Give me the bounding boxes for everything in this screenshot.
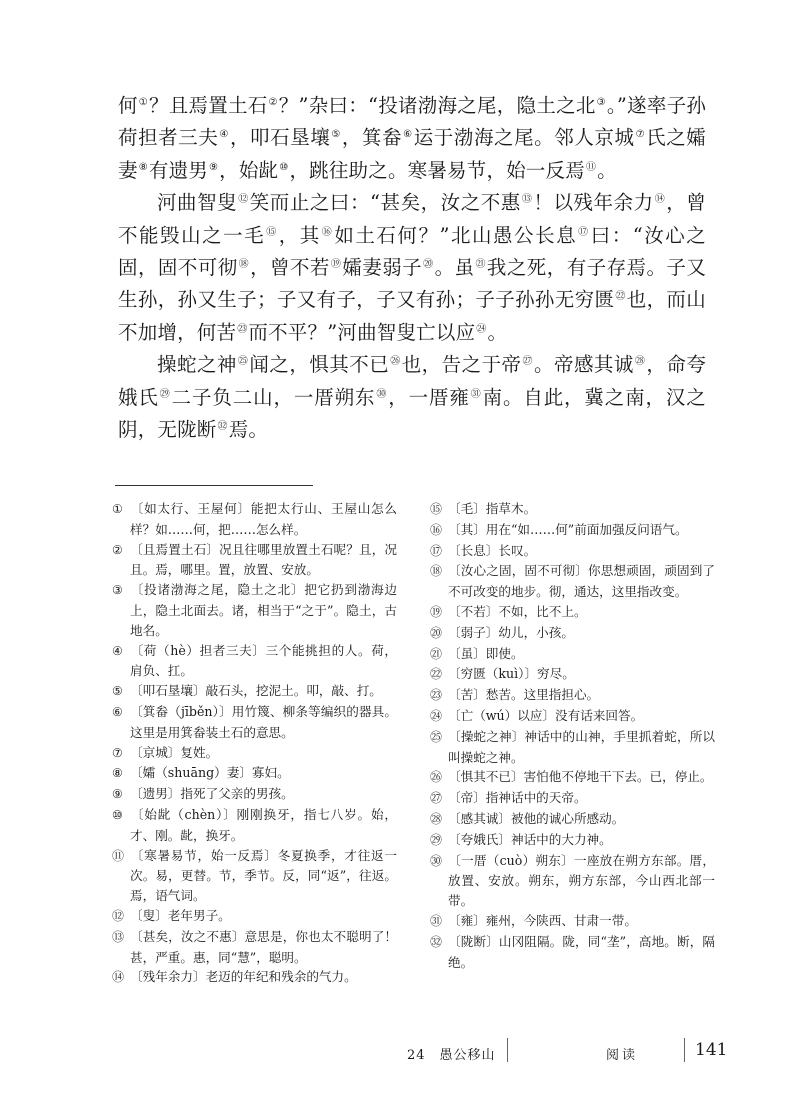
footnote-item (430, 623, 715, 644)
text-segment: 曰：“汝心之固，固不可彻 (118, 223, 706, 280)
footnote-item (430, 664, 715, 685)
text-segment: 。帝感其诚 (534, 353, 634, 377)
footnote-separator (115, 485, 313, 486)
footnote-item (430, 602, 715, 623)
footer-divider (684, 1038, 685, 1062)
footnote-ref: ④ (219, 129, 229, 141)
footnote-text: 〔长息〕长叹。 (448, 542, 537, 558)
footnote-number: ㉚ (430, 853, 443, 868)
footnote-item (430, 911, 715, 932)
footnote-ref: ⑱ (238, 259, 250, 271)
footnote-ref: ⑥ (403, 129, 413, 141)
text-segment: 也，而山不加增，何苦 (118, 288, 706, 344)
footnote-ref: ㉜ (217, 421, 228, 433)
footnote-item (112, 846, 397, 906)
footnote-item (112, 784, 397, 805)
footnote-item (112, 641, 397, 682)
footnote-number: ⑭ (112, 970, 125, 985)
main-text (118, 90, 706, 446)
footnote-text: 〔毛〕指草木。 (448, 501, 537, 516)
text-segment: 河曲智叟 (157, 191, 238, 215)
footnote-number: ⑯ (430, 522, 443, 537)
footnote-text: 〔陇断〕山冈阻隔。陇，同“垄”，高地。断，隔绝。 (448, 933, 715, 970)
text-segment: 也，告之于帝 (401, 353, 522, 377)
footnote-ref: ⑳ (423, 259, 434, 271)
paragraph-1 (118, 90, 706, 187)
footnote-item (112, 967, 397, 988)
footnote-text: 〔叟〕老年男子。 (130, 907, 231, 923)
footnote-item (430, 685, 715, 706)
text-segment: 焉。 (228, 418, 269, 442)
footnote-item (112, 743, 397, 764)
footnote-number: ⑧ (112, 766, 123, 781)
footnote-ref: ⑰ (578, 226, 590, 238)
footnote-text: 〔甚矣，汝之不惠〕意思是，你也太不聪明了！甚，严重。惠，同“慧”，聪明。 (130, 928, 397, 965)
footnote-item (430, 644, 715, 665)
footnote-item (112, 580, 397, 640)
footnote-item (430, 767, 715, 788)
footnote-number: ⑱ (430, 564, 443, 579)
footnote-text: 〔雍〕雍州，今陕西、甘肃一带。 (448, 912, 637, 928)
footnote-ref: ⑦ (635, 129, 646, 141)
paragraph-2 (118, 187, 706, 349)
text-segment: 笑而止之曰：“甚矣，汝之不惠 (249, 191, 521, 215)
footnote-number: ㉜ (430, 934, 443, 949)
footnote-ref: ⑧ (138, 161, 148, 173)
footnote-item (112, 763, 397, 784)
footnote-number: ㉑ (430, 646, 443, 661)
footnote-number: ⑲ (430, 604, 443, 619)
text-segment: 。”遂率子孙荷担者三夫 (118, 94, 707, 150)
text-segment: 。虽 (434, 256, 475, 280)
footnote-item (112, 927, 397, 968)
section-title: 阅读 (606, 1048, 639, 1063)
footnote-number: ⑮ (430, 502, 443, 516)
text-segment: 氏之孀妻 (118, 126, 706, 182)
footnote-text: 〔箕畚（jīběn）〕用竹篾、柳条等编织的器具。这里是用箕畚装土石的意思。 (130, 703, 397, 740)
footnote-text: 〔穷匮（kuì）〕穷尽。 (448, 666, 575, 682)
footnote-ref: ⑫ (238, 194, 249, 206)
footnote-ref: ⑭ (654, 194, 666, 206)
footnote-ref: ㉕ (237, 356, 249, 368)
chapter-title: 24 愚公移山 (407, 1048, 496, 1063)
footnote-ref: ㉙ (159, 388, 171, 400)
footnote-item (112, 702, 397, 743)
footnote-item (112, 906, 397, 927)
footnote-number: ㉓ (430, 688, 443, 703)
footnote-text: 〔亡（wú）以应〕没有话来回答。 (448, 707, 644, 723)
footnote-number: ① (112, 502, 123, 516)
footnote-ref: ③ (596, 97, 606, 108)
footnote-ref: ① (138, 97, 148, 108)
footnote-number: ④ (112, 643, 123, 658)
footnote-ref: ㉛ (470, 388, 482, 400)
footer-divider (507, 1038, 508, 1062)
page-footer (0, 1036, 800, 1066)
footnote-text: 〔夸娥氏〕神话中的大力神。 (448, 831, 612, 847)
footnote-ref: ㉚ (376, 388, 388, 400)
footnote-ref: ⑯ (321, 226, 334, 238)
footnote-ref: ㉒ (615, 291, 626, 303)
text-segment: 。 (487, 320, 508, 344)
footnote-number: ㉘ (430, 811, 443, 826)
text-segment: 如土石何？”北山愚公长息 (334, 223, 578, 247)
footnote-item (430, 851, 715, 911)
footnote-text: 〔汝心之固，固不可彻〕你思想顽固，顽固到了不可改变的地步。彻，通达，这里指改变。 (448, 563, 715, 600)
footnote-number: ⑦ (112, 745, 123, 760)
footnote-text: 〔帝〕指神话中的天帝。 (448, 790, 587, 806)
footnote-number: ⑤ (112, 684, 123, 699)
text-segment: 何 (118, 94, 138, 117)
footnote-item (112, 681, 397, 702)
text-segment: ，始龀 (219, 158, 279, 182)
footnote-ref: ㉖ (390, 356, 401, 368)
text-segment: 孀妻弱子 (342, 256, 423, 280)
footnote-item (430, 499, 715, 520)
text-segment: ，箕畚 (341, 126, 403, 150)
footnote-text: 〔投诸渤海之尾，隐土之北〕把它扔到渤海边上，隐土北面去。诸，相当于“之于”。隐土，古地名。 (130, 582, 397, 638)
footnote-number: ③ (112, 583, 123, 598)
footnote-number: ㉖ (430, 770, 443, 785)
footnote-ref: ㉓ (237, 323, 248, 335)
text-segment: ？”杂曰：“投诸渤海之尾，隐土之北 (278, 94, 596, 117)
footnote-text: 〔荷（hè）担者三夫〕三个能挑担的人。荷，肩负、扛。 (130, 642, 397, 679)
text-segment: 运于渤海之尾。邻人京城 (413, 126, 635, 150)
footnote-number: ⑬ (112, 929, 125, 944)
text-segment: ？且焉置土石 (149, 94, 268, 117)
footnote-text: 〔感其诚〕被他的诚心所感动。 (448, 810, 625, 826)
footnote-number: ② (112, 542, 123, 557)
footnote-text: 〔叩石垦壤〕敲石头，挖泥土。叩，敲、打。 (130, 683, 382, 699)
footnote-number: ㉔ (430, 708, 443, 723)
text-segment: 操蛇之神 (157, 353, 237, 377)
text-segment: ，曾不能毁山之一毛 (118, 191, 706, 247)
footnote-text: 〔遗男〕指死了父亲的男孩。 (130, 786, 294, 802)
footnote-item (430, 561, 715, 602)
footnote-number: ⑪ (112, 848, 125, 863)
footnote-ref: ㉘ (634, 356, 646, 368)
footnote-ref: ㉑ (475, 259, 486, 271)
footnote-item (430, 706, 715, 727)
footnote-text: 〔如太行、王屋何〕能把太行山、王屋山怎么样？如……何，把……怎么样。 (130, 501, 397, 537)
footnote-item (430, 520, 715, 541)
text-segment: 我之死，有子存焉。子又生孙，孙又生子；子又有子，子又有孙；子子孙孙无穷匮 (118, 256, 707, 312)
footnote-item (430, 727, 715, 768)
footnote-item (112, 805, 397, 846)
footnotes-left-column (112, 499, 397, 988)
footnote-text: 〔始龀（chèn）〕刚刚换牙，指七八岁。始，才、刚。龀，换牙。 (130, 806, 397, 843)
footnote-ref: ⑲ (330, 259, 342, 271)
footnote-ref: ⑬ (521, 194, 533, 206)
footnote-item (112, 499, 397, 540)
text-segment: 南。自此，冀之南，汉之阴，无陇断 (118, 385, 706, 442)
text-segment: ，曾不若 (250, 256, 330, 280)
footnote-text: 〔不若〕不如，比不上。 (448, 603, 587, 619)
footnote-number: ㉙ (430, 832, 443, 847)
footnote-number: ⑰ (430, 543, 443, 558)
footnote-text: 〔一厝（cuò）朔东〕一座放在朔方东部。厝，放置、安放。朔东，朔方东部，今山西北部一带。 (448, 852, 715, 909)
footnote-ref: ⑮ (266, 226, 278, 238)
footnote-ref: ⑪ (585, 161, 597, 173)
footnote-text: 〔苦〕愁苦。这里指担心。 (448, 687, 600, 703)
footnote-number: ⑳ (430, 625, 443, 640)
footnote-text: 〔惧其不已〕害怕他不停地干下去。已，停止。 (448, 769, 713, 785)
text-segment: ，其 (278, 223, 321, 247)
footnote-item (430, 788, 715, 809)
text-segment: ，一厝雍 (388, 385, 470, 409)
text-segment: ，命夸娥氏 (118, 353, 707, 409)
footnote-number: ⑥ (112, 704, 123, 719)
footnote-text: 〔且焉置土石〕况且往哪里放置土石呢？且，况且。焉，哪里。置，放置、安放。 (130, 541, 397, 578)
footnote-item (430, 932, 715, 973)
footnote-text: 〔其〕用在“如……何”前面加强反问语气。 (448, 521, 688, 537)
footnote-ref: ⑤ (331, 129, 341, 141)
footnote-number: ⑫ (112, 908, 125, 923)
footnote-item (112, 540, 397, 581)
text-segment: 而不平？”河曲智叟亡以应 (248, 320, 476, 344)
footnote-text: 〔残年余力〕老迈的年纪和残余的气力。 (130, 969, 357, 985)
footnote-ref: ㉗ (522, 356, 534, 368)
footnote-ref: ⑩ (279, 161, 289, 173)
footnote-ref: ⑨ (208, 161, 219, 173)
page-number: 141 (695, 1040, 728, 1060)
footnote-item (430, 809, 715, 830)
footnote-number: ⑩ (112, 807, 123, 822)
footnote-text: 〔操蛇之神〕神话中的山神，手里抓着蛇，所以叫操蛇之神。 (448, 728, 715, 765)
footnote-ref: ② (268, 97, 278, 108)
footnote-text: 〔京城〕复姓。 (130, 744, 219, 760)
text-segment: ，跳往助之。寒暑易节，始一反焉 (289, 158, 585, 182)
footnote-item (430, 830, 715, 851)
footnote-number: ⑨ (112, 787, 123, 802)
text-segment: 有遗男 (148, 158, 208, 182)
footnote-number: ㉒ (430, 667, 443, 682)
footnote-text: 〔虽〕即使。 (448, 645, 524, 661)
footnote-number: ㉛ (430, 913, 443, 928)
text-segment: 闻之，惧其不已 (249, 353, 390, 377)
footnote-text: 〔孀（shuāng）妻〕寡妇。 (130, 765, 290, 781)
footnote-text: 〔弱子〕幼儿，小孩。 (448, 624, 574, 640)
paragraph-3 (118, 349, 706, 446)
text-segment: 。 (597, 158, 617, 182)
footnote-number: ㉗ (430, 791, 443, 806)
footnote-text: 〔寒暑易节，始一反焉〕冬夏换季，才往返一次。易，更替。节，季节。反，同“返”，往返。焉，语气词。 (130, 847, 397, 904)
text-segment: ，叩石垦壤 (229, 126, 331, 150)
footnote-number: ㉕ (430, 729, 443, 744)
text-segment: 二子负二山，一厝朔东 (171, 385, 376, 409)
footnote-item (430, 541, 715, 562)
text-segment: ！以残年余力 (533, 191, 654, 215)
footnote-ref: ㉔ (476, 323, 487, 335)
footnotes-right-column (430, 499, 715, 972)
